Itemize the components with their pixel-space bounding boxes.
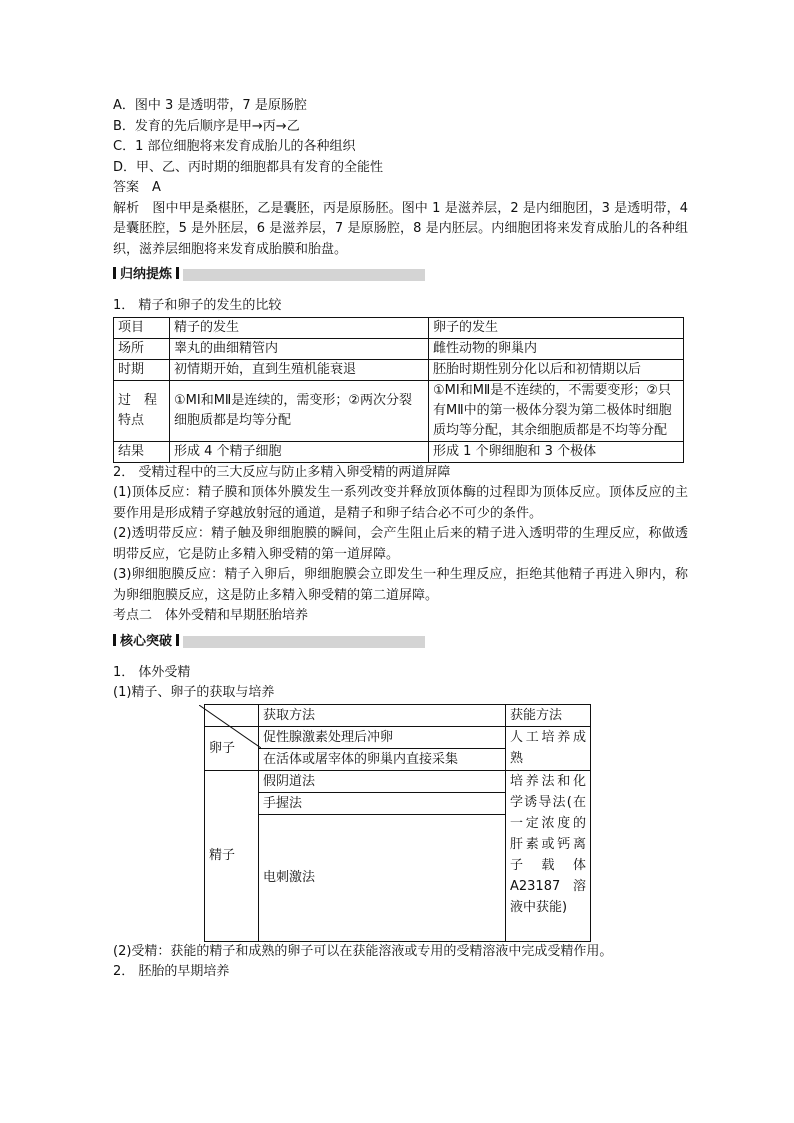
section-bar-summary [113,266,425,284]
diagonal-corner-cell [205,704,259,726]
analysis: 解析 图中甲是桑椹胚，乙是囊胚，丙是原肠胚。图中 1 是滋养层，2 是内细胞团，3 是透明带，4 是囊胚腔，5 是外胚层，6 是滋养层，7 是原肠腔，8 是内胚层。内细胞团将来发育成胎儿的各种组织，滋养层细胞将来发育成胎膜和胎盘。 [113,200,688,257]
diagonal-line [199,705,261,749]
item-title: 2． 受精过程中的三大反应与防止多精入卵受精的两道屏障 [113,464,451,480]
table-cell: 精子 [205,770,259,941]
table-row [114,441,684,462]
table-row [114,380,684,441]
table-header-cell: 项目 [114,317,170,338]
sub-title: (1)精子、卵子的获取与培养 [113,685,275,700]
table-cell: 形成 1 个卵细胞和 3 个极体 [429,441,684,462]
table-header-cell: 获能方法 [506,704,591,726]
gamete-table [204,704,591,942]
option-list [113,96,688,178]
table-cell: 胚胎时期性别分化以后和初情期以后 [429,359,684,380]
table-cell: 初情期开始，直到生殖机能衰退 [170,359,429,380]
option-a: A．图中 3 是透明带，7 是原肠腔 [113,98,307,113]
table-cell: 手握法 [259,792,506,814]
option-d: D．甲、乙、丙时期的细胞都具有发育的全能性 [113,159,384,175]
table-cell: 形成 4 个精子细胞 [170,441,429,462]
table-cell: 培养法和化学诱导法(在一定浓度的肝素或钙离子载体A23187溶液中获能) [506,770,591,941]
table-cell: ①MⅠ和MⅡ是连续的，需变形；②两次分裂细胞质都是均等分配 [170,380,429,441]
table-cell: ①MⅠ和MⅡ是不连续的，不需要变形；②只有MⅡ中的第一极体分裂为第二极体时细胞质均等分配，其余细胞质都是不均等分配 [429,380,684,441]
zona-reaction: (2)透明带反应：精子触及卵细胞膜的瞬间，会产生阻止后来的精子进入透明带的生理反应，称做透明带反应，它是防止多精入卵受精的第一道屏障。 [113,526,688,562]
item-title: 1． 体外受精 [113,664,191,680]
table-cell: 过 程特点 [114,380,170,441]
table-header-cell: 卵子的发生 [429,317,684,338]
acrosome-reaction: (1)顶体反应：精子膜和顶体外膜发生一系列改变并释放顶体酶的过程即为顶体反应。顶体反应的主要作用是形成精子穿越放射冠的通道，是精子和卵子结合必不可少的条件。 [113,485,688,521]
item-title: 1． 精子和卵子的发生的比较 [113,298,282,313]
table-cell: 在活体或屠宰体的卵巢内直接采集 [259,748,506,770]
comparison-table [113,317,684,463]
item-title: 2． 胚胎的早期培养 [113,964,230,979]
membrane-reaction: (3)卵细胞膜反应：精子入卵后，卵细胞膜会立即发生一种生理反应，拒绝其他精子再进入卵内，称为卵细胞膜反应，这是防止多精入卵受精的第二道屏障。 [113,567,688,603]
table-row [114,338,684,359]
table-row [205,726,591,748]
table-header-cell: 获取方法 [259,704,506,726]
table-row [205,770,591,792]
table-cell: 结果 [114,441,170,462]
table-cell: 卵子 [205,726,259,770]
table-header-row [114,317,684,338]
table-cell: 人工培养成熟 [506,726,591,770]
section-bar-label: 核心突破 [113,633,183,651]
section-bar-core [113,633,425,651]
option-b: B．发育的先后顺序是甲→丙→乙 [113,118,300,134]
table-row [114,359,684,380]
table-cell: 假阴道法 [259,770,506,792]
table-cell: 场所 [114,338,170,359]
document-page [113,96,688,983]
section-bar-label: 归纳提炼 [113,266,183,284]
fertilization-text: (2)受精：获能的精子和成熟的卵子可以在获能溶液或专用的受精溶液中完成受精作用。 [113,943,613,959]
table-cell: 时期 [114,359,170,380]
option-c: C．1 部位细胞将来发育成胎儿的各种组织 [113,139,356,154]
table-header-cell: 精子的发生 [170,317,429,338]
table-cell: 睾丸的曲细精管内 [170,338,429,359]
table-cell: 电刺激法 [259,814,506,941]
answer: 答案 A [113,180,161,195]
table-header-row [205,704,591,726]
kaodian-title: 考点二 体外受精和早期胚胎培养 [113,608,309,623]
table-cell: 促性腺激素处理后冲卵 [259,726,506,748]
table-cell: 雌性动物的卵巢内 [429,338,684,359]
